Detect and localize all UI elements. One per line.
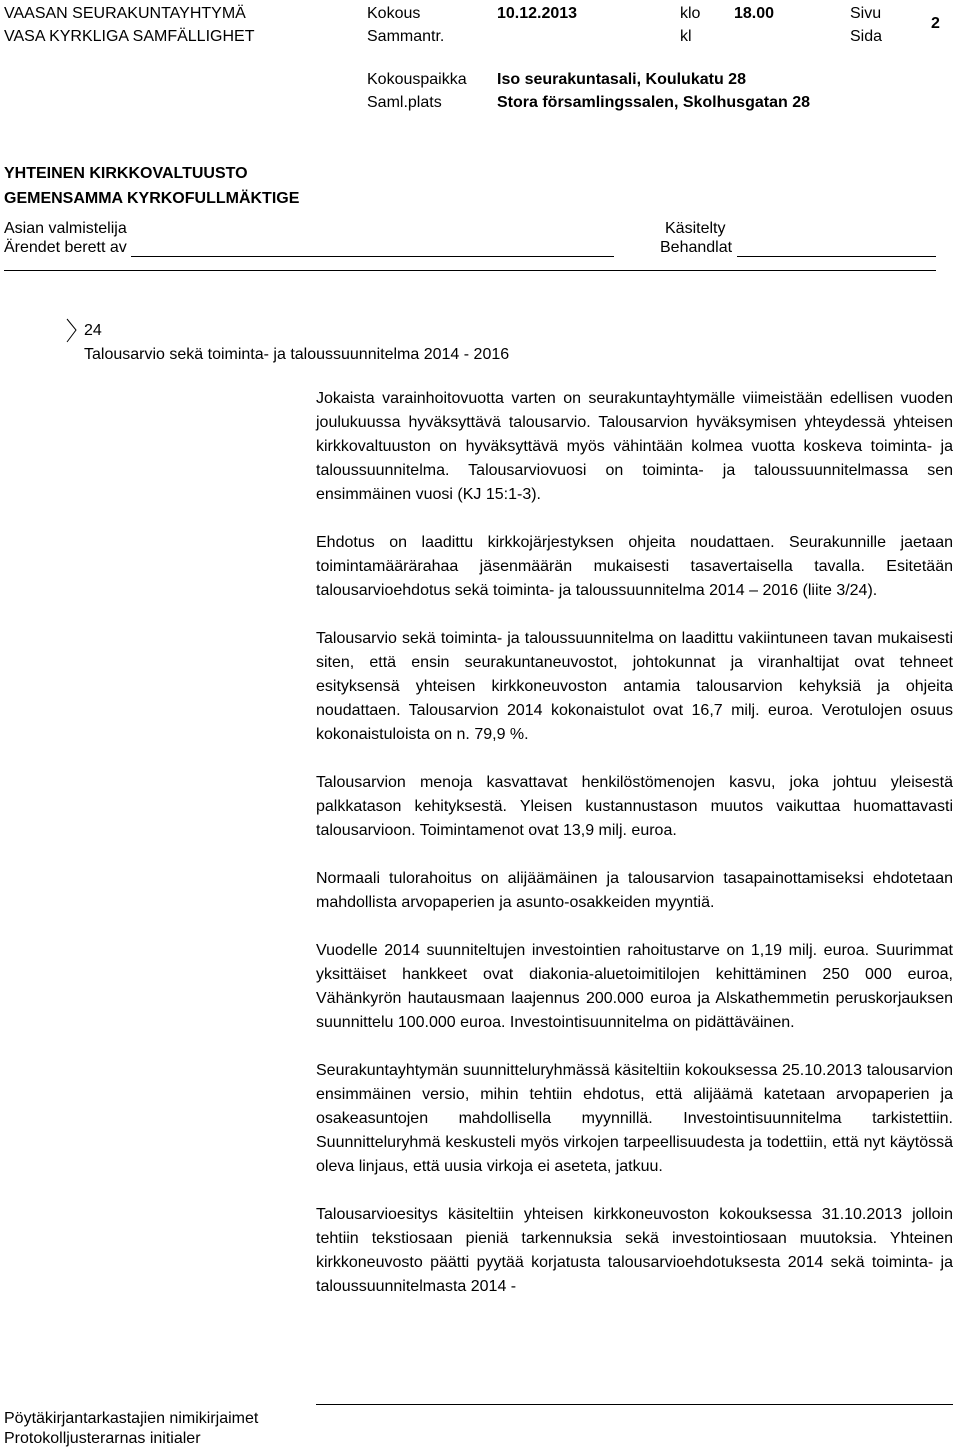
org-name-sv: VASA KYRKLIGA SAMFÄLLIGHET [4, 28, 255, 45]
item-paragraph: Jokaista varainhoitovuotta varten on seurakuntayhtymälle viimeistään edellisen vuoden joulukuussa hyväksyttävä talousarvio. Talousarvion hyväksymisen yhteydessä yhteisen kirkkovaltuuston on hyväksyttävä myös vähintään kolmea vuotta koskeva toiminta- ja taloussuunnitelma. Talousarviovuosi on toiminta- ja taloussuunnitelmassa sen ensimmäinen vuosi (KJ 15:1-3). [316, 390, 953, 503]
item-paragraph: Talousarvioesitys käsiteltiin yhteisen kirkkoneuvoston kokouksessa 31.10.2013 jolloin tehtiin tekstiosaan pieniä tarkennuksia sekä investointiosaan muutoksia. Yhteinen kirkkoneuvosto päätti pyytää korjatusta talousarvioehdotuksesta 2014 sekä toiminta- ja taloussuunnitelmasta 2014 - [316, 1206, 953, 1295]
meeting-time: 18.00 [734, 5, 775, 22]
item-paragraph: Normaali tulorahoitus on alijäämäinen ja talousarvion tasapainottamiseksi ehdotetaan mahdollista arvopaperien ja asunto-osakkeiden myyntiä. [316, 870, 953, 911]
handled-underline [737, 256, 936, 257]
item-paragraph: Talousarvio sekä toiminta- ja taloussuunnitelma on laadittu vakiintuneen tavan mukaisesti siten, että ensin seurakuntaneuvostot, johtokunnat ja viranhaltijat ovat tehneet esityksensä yhteisen kirkkoneuvoston antamia talousarvion kehyksiä ja ohjeita noudattaen. Talousarvion 2014 kokonaistulot ovat 16,7 milj. euroa. Verotulojen osuus kokonaistuloista on n. 79,9 %. [316, 630, 953, 743]
paragraph-mark-icon [66, 318, 78, 344]
footer-initials-fi: Pöytäkirjantarkastajien nimikirjaimet [4, 1410, 259, 1427]
preparer-label-fi: Asian valmistelija [4, 220, 127, 237]
meeting-date: 10.12.2013 [497, 5, 578, 22]
time-label-fi: klo [680, 5, 701, 22]
venue-label-sv: Saml.plats [367, 94, 442, 111]
item-paragraph: Vuodelle 2014 suunniteltujen investointien rahoitustarve on 1,19 milj. euroa. Suurimmat yksittäiset hankkeet ovat diakonia-aluetoimitilojen kehittäminen 250 000 euroa, Vähänkyrön hautausmaan laajennus 200.000 euroa ja Alskathemmetin peruskorjauksen suunnittelu 100.000 euroa. Investointisuunnitelma on pidättäväinen. [316, 942, 953, 1031]
footer-divider [316, 1404, 953, 1405]
meeting-label-sv: Sammantr. [367, 28, 445, 45]
meeting-label-fi: Kokous [367, 5, 421, 22]
preparer-label-sv: Ärendet berett av [4, 239, 127, 256]
body-title-fi: YHTEINEN KIRKKOVALTUUSTO [4, 165, 248, 182]
time-label-sv: kl [680, 28, 692, 45]
page-label-fi: Sivu [850, 5, 882, 22]
org-name-fi: VAASAN SEURAKUNTAYHTYMÄ [4, 5, 246, 22]
header-divider [4, 270, 936, 271]
preparer-underline [131, 256, 614, 257]
body-title-sv: GEMENSAMMA KYRKOFULLMÄKTIGE [4, 190, 300, 207]
item-paragraph: Talousarvion menoja kasvattavat henkilöstömenojen kasvu, joka johtuu yleisestä palkkatason kehityksestä. Yleisen kustannustason muutos vaikuttaa huomattavasti talousarvioon. Toimintamenot ovat 13,9 milj. euroa. [316, 774, 953, 839]
item-paragraph: Seurakuntayhtymän suunnitteluryhmässä käsiteltiin kokouksessa 25.10.2013 talousarvion ensimmäinen versio, mihin tehtiin ehdotus, että alijäämä katetaan arvopaperien ja osakeasuntojen mahdollisella myynnillä. Investointisuunnitelma tarkistettiin. Suunnitteluryhmä keskusteli myös virkojen tarpeellisuudesta ja todettiin, että nyt käytössä oleva linjaus, että uusia virkoja ei aseteta, jatkuu. [316, 1062, 953, 1175]
handled-label-fi: Käsitelty [665, 220, 726, 237]
page-number: 2 [931, 15, 940, 32]
item-title: Talousarvio sekä toiminta- ja taloussuunnitelma 2014 - 2016 [84, 346, 510, 363]
handled-label-sv: Behandlat [660, 239, 733, 256]
footer-initials-sv: Protokolljusterarnas initialer [4, 1430, 201, 1447]
venue-sv: Stora församlingssalen, Skolhusgatan 28 [497, 94, 810, 111]
item-paragraph: Ehdotus on laadittu kirkkojärjestyksen ohjeita noudattaen. Seurakunnille jaetaan toimintamäärärahaa jäsenmäärän mukaisesti tasavertaisella tavalla. Esitetään talousarvioehdotus sekä toiminta- ja taloussuunnitelma 2014 – 2016 (liite 3/24). [316, 534, 953, 599]
venue-label-fi: Kokouspaikka [367, 71, 467, 88]
venue-fi: Iso seurakuntasali, Koulukatu 28 [497, 71, 746, 88]
page-label-sv: Sida [850, 28, 883, 45]
item-number: 24 [84, 322, 102, 339]
item-body [316, 387, 953, 1323]
